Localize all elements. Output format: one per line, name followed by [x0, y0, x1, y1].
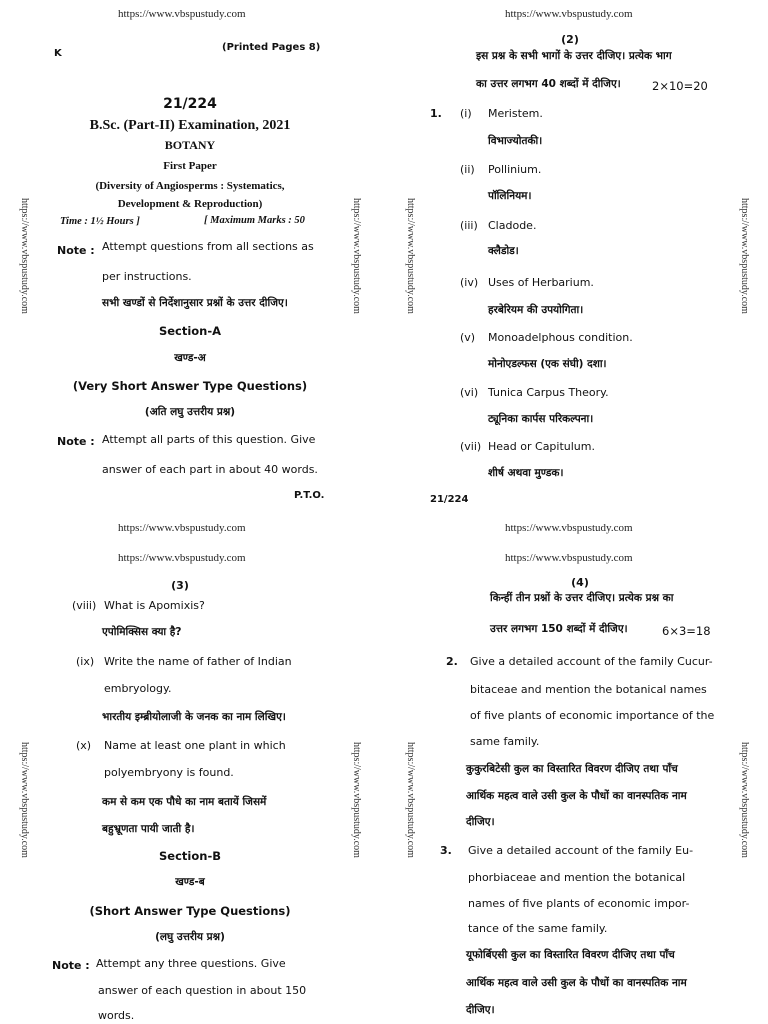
part-text-hindi: पॉलिनियम। — [488, 190, 532, 202]
watermark-url-vertical-3: https://www.vbspustudy.com — [405, 198, 416, 314]
part-number: (ix) — [76, 655, 95, 668]
page-number-2: (2) — [561, 33, 579, 46]
paper-title-line-2: Development & Reproduction) — [117, 198, 263, 210]
question-3-number: 3. — [440, 844, 452, 857]
note-label: Note : — [57, 244, 95, 257]
question-2-hindi-line-3: दीजिए। — [466, 816, 495, 828]
part-number: (iii) — [460, 219, 478, 232]
part-number: (vi) — [460, 386, 479, 399]
part-number: (vii) — [460, 440, 482, 453]
exam-title: B.Sc. (Part-II) Examination, 2021 — [89, 118, 291, 133]
please-turn-over: P.T.O. — [294, 490, 325, 501]
watermark-url-mid-right-2: https://www.vbspustudy.com — [505, 552, 633, 564]
note-hindi: सभी खण्डों से निर्देशानुसार प्रश्नों के उत्तर दीजिए। — [102, 297, 288, 309]
part-text: Monoadelphous condition. — [488, 331, 633, 344]
page-number-3: (3) — [171, 579, 189, 592]
question-2-line-4: same family. — [470, 735, 540, 748]
paper-title-line-1: (Diversity of Angiosperms : Systematics, — [95, 180, 285, 192]
section-a-type-hindi: (अति लघु उत्तरीय प्रश्न) — [144, 406, 236, 418]
part-text: Pollinium. — [488, 163, 542, 176]
paper-series-letter: K — [54, 48, 62, 59]
watermark-url-mid-left-2: https://www.vbspustudy.com — [118, 552, 246, 564]
watermark-url-vertical-6: https://www.vbspustudy.com — [351, 742, 362, 858]
question-3-line-2: phorbiaceae and mention the botanical — [468, 871, 686, 884]
question-2-hindi-line-2: आर्थिक महत्व वाले उसी कुल के पौधों का वानस्पतिक नाम — [466, 790, 687, 802]
note-line-1: Attempt any three questions. Give — [96, 957, 286, 970]
part-text: Cladode. — [488, 219, 537, 232]
question-1-number: 1. — [430, 107, 442, 120]
question-3-hindi-line-1: यूफोर्बिएसी कुल का विस्तारित विवरण दीजिए तथा पाँच — [466, 949, 675, 961]
part-text-hindi: कम से कम एक पौधे का नाम बतायें जिसमें — [102, 796, 267, 808]
part-number: (ii) — [460, 163, 475, 176]
question-3-hindi-line-3: दीजिए। — [466, 1004, 495, 1016]
section-a-heading: Section-A — [158, 324, 222, 338]
maximum-marks: [ Maximum Marks : 50 — [204, 215, 305, 226]
paper-name: First Paper — [163, 160, 217, 172]
paper-code: 21/224 — [163, 96, 217, 112]
q1-marks: 2×10=20 — [652, 79, 708, 93]
watermark-url-vertical-2: https://www.vbspustudy.com — [351, 198, 362, 314]
part-text: Tunica Carpus Theory. — [488, 386, 609, 399]
note-line-2: per instructions. — [102, 270, 192, 283]
question-2-line-2: bitaceae and mention the botanical names — [470, 683, 707, 696]
question-2-line-3: of five plants of economic importance of the — [470, 709, 715, 722]
section-b-instruction-line-1: किन्हीं तीन प्रश्नों के उत्तर दीजिए। प्रत्येक प्रश्न का — [490, 592, 674, 604]
section-b-marks: 6×3=18 — [662, 624, 711, 638]
part-text: Head or Capitulum. — [488, 440, 595, 453]
section-a-type: (Very Short Answer Type Questions) — [72, 379, 308, 393]
question-3-line-1: Give a detailed account of the family Eu- — [468, 844, 694, 857]
subject: BOTANY — [164, 138, 216, 152]
note-2-line-1: Attempt all parts of this question. Give — [102, 433, 316, 446]
question-3-line-4: tance of the same family. — [468, 922, 608, 935]
watermark-url-vertical-8: https://www.vbspustudy.com — [739, 742, 750, 858]
part-text-line-2: embryology. — [104, 682, 172, 695]
section-b-type-hindi: (लघु उत्तरीय प्रश्न) — [155, 931, 225, 943]
note-2-label: Note : — [57, 435, 95, 448]
section-b-instruction-line-2: उत्तर लगभग 150 शब्दों में दीजिए। — [490, 623, 628, 635]
time-allowed: Time : 1½ Hours ] — [60, 216, 140, 227]
note-line-3: words. — [98, 1009, 135, 1022]
watermark-url-vertical-5: https://www.vbspustudy.com — [19, 742, 30, 858]
paper-code-footer: 21/224 — [430, 494, 469, 505]
part-text-hindi: भारतीय इम्ब्रीयोलाजी के जनक का नाम लिखिए। — [102, 711, 286, 723]
question-2-hindi-line-1: कुकुरबिटेसी कुल का विस्तारित विवरण दीजिए तथा पाँच — [466, 763, 678, 775]
section-b-hindi: खण्ड-ब — [175, 876, 205, 888]
note-label: Note : — [52, 959, 90, 972]
watermark-url-top-right: https://www.vbspustudy.com — [505, 8, 633, 20]
part-number: (viii) — [72, 599, 97, 612]
note-line-1: Attempt questions from all sections as — [102, 240, 314, 253]
watermark-url-mid-right-1: https://www.vbspustudy.com — [505, 522, 633, 534]
printed-pages: (Printed Pages 8) — [222, 42, 321, 53]
question-3-line-3: names of five plants of economic impor- — [468, 897, 690, 910]
question-2-line-1: Give a detailed account of the family Cucur- — [470, 655, 713, 668]
section-b-type: (Short Answer Type Questions) — [89, 904, 291, 918]
watermark-url-mid-left: https://www.vbspustudy.com — [118, 522, 246, 534]
part-text-hindi: शीर्ष अथवा मुण्डक। — [488, 467, 564, 479]
note-line-2: answer of each question in about 150 — [98, 984, 307, 997]
part-text: Name at least one plant in which — [104, 739, 286, 752]
part-number: (x) — [76, 739, 92, 752]
page-number-4: (4) — [571, 576, 589, 589]
question-2-number: 2. — [446, 655, 458, 668]
section-b-heading: Section-B — [159, 849, 221, 863]
section-a-hindi: खण्ड-अ — [174, 352, 206, 364]
part-text-hindi: एपोमिक्सिस क्या है? — [102, 626, 182, 638]
part-text-hindi: ट्यूनिका कार्पस परिकल्पना। — [488, 413, 594, 425]
question-3-hindi-line-2: आर्थिक महत्व वाले उसी कुल के पौधों का वानस्पतिक नाम — [466, 977, 687, 989]
watermark-url-vertical-7: https://www.vbspustudy.com — [405, 742, 416, 858]
part-number: (iv) — [460, 276, 479, 289]
part-text-hindi: विभाज्योतकी। — [488, 135, 543, 147]
part-text: Meristem. — [488, 107, 543, 120]
watermark-url-vertical-4: https://www.vbspustudy.com — [739, 198, 750, 314]
part-text-line-2: polyembryony is found. — [104, 766, 234, 779]
part-text-hindi: क्लैडोड। — [488, 245, 519, 257]
part-text: Write the name of father of Indian — [104, 655, 292, 668]
part-number: (i) — [460, 107, 472, 120]
part-text: Uses of Herbarium. — [488, 276, 594, 289]
note-2-line-2: answer of each part in about 40 words. — [102, 463, 318, 476]
part-text: What is Apomixis? — [104, 599, 205, 612]
watermark-url-vertical-1: https://www.vbspustudy.com — [19, 198, 30, 314]
part-text-hindi: मोनोएडल्फस (एक संघी) दशा। — [488, 358, 607, 370]
part-text-hindi-line-2: बहुभ्रूणता पायी जाती है। — [102, 823, 195, 835]
part-text-hindi: हरबेरियम की उपयोगिता। — [488, 304, 584, 316]
watermark-url-top-left: https://www.vbspustudy.com — [118, 8, 246, 20]
q1-instruction-line-2: का उत्तर लगभग 40 शब्दों में दीजिए। — [476, 78, 621, 90]
part-number: (v) — [460, 331, 476, 344]
q1-instruction-line-1: इस प्रश्न के सभी भागों के उत्तर दीजिए। प्रत्येक भाग — [476, 50, 672, 62]
